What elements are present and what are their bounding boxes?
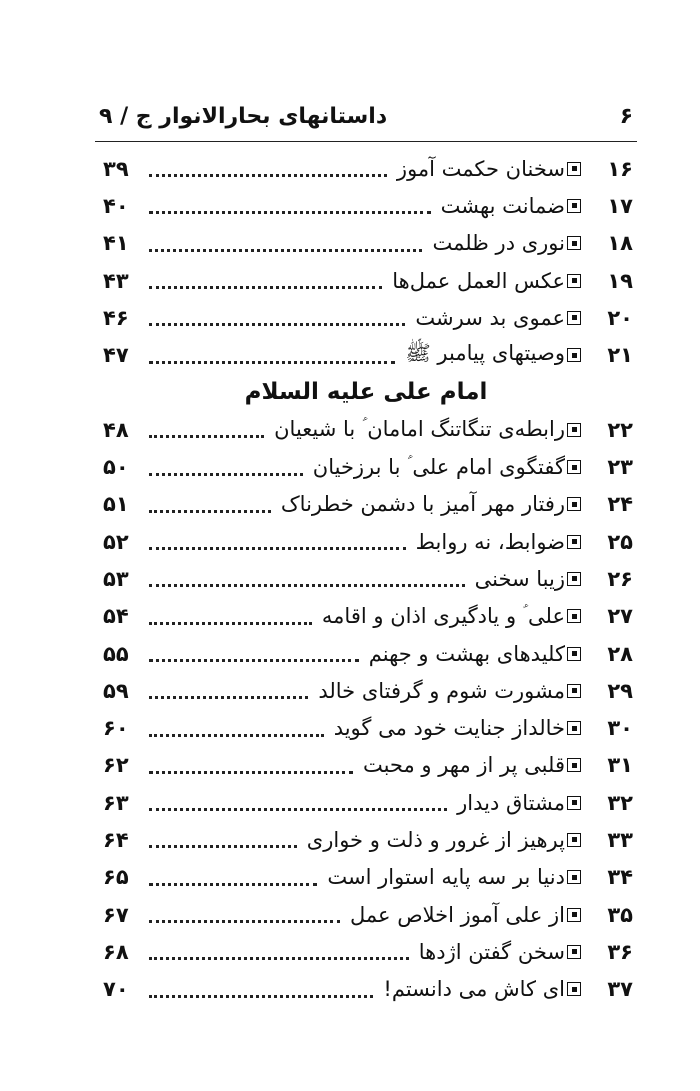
dot-leader (149, 645, 359, 662)
dot-leader (149, 533, 406, 550)
square-bullet-icon (567, 423, 581, 437)
dot-leader (149, 570, 465, 587)
entry-page: ۷۰ (103, 977, 129, 1002)
toc-entry[interactable] (95, 150, 637, 187)
entry-title: مشتاق دیدار (457, 790, 565, 815)
entry-number: ۲۵ (607, 529, 633, 554)
dot-leader (149, 459, 303, 476)
dot-leader (149, 496, 271, 513)
square-bullet-icon (567, 758, 581, 772)
entry-page: ۵۵ (103, 641, 129, 666)
toc-entry[interactable] (95, 598, 637, 635)
entry-page: ۴۱ (103, 231, 129, 256)
toc-entry[interactable] (95, 709, 637, 746)
entry-page: ۶۷ (103, 902, 129, 927)
entry-title: نوری در ظلمت (432, 231, 565, 256)
entry-page: ۶۵ (103, 865, 129, 890)
entry-page: ۶۸ (103, 939, 129, 964)
dot-leader (149, 197, 431, 214)
page-number: ۶ (619, 104, 633, 129)
square-bullet-icon (567, 796, 581, 810)
entry-number: ۲۶ (607, 566, 633, 591)
dot-leader (149, 831, 297, 848)
toc-entry[interactable] (95, 672, 637, 709)
square-bullet-icon (567, 833, 581, 847)
entry-title: رابطه‌ی تنگاتنگ امامان ؑ با شیعیان (274, 417, 565, 442)
entry-title: ضمانت بهشت (440, 193, 565, 218)
entry-page: ۵۴ (103, 604, 129, 629)
entry-title: علی ؑ و یادگیری اذان و اقامه (321, 603, 565, 628)
toc-entry[interactable] (95, 299, 637, 336)
square-bullet-icon (567, 348, 581, 362)
square-bullet-icon (567, 162, 581, 176)
entry-page: ۵۲ (103, 529, 129, 554)
dot-leader (149, 160, 387, 177)
entry-number: ۲۱ (607, 343, 633, 368)
entry-number: ۳۰ (607, 716, 633, 741)
square-bullet-icon (567, 684, 581, 698)
entry-title: کلیدهای بهشت و جهنم (368, 641, 565, 666)
square-bullet-icon (567, 274, 581, 288)
entry-title: قلبی پر از مهر و محبت (362, 753, 565, 778)
toc-entry[interactable] (95, 486, 637, 523)
toc-entry[interactable] (95, 896, 637, 933)
square-bullet-icon (567, 908, 581, 922)
entry-page: ۵۳ (103, 566, 129, 591)
square-bullet-icon (567, 721, 581, 735)
dot-leader (149, 682, 308, 699)
entry-number: ۲۰ (607, 305, 633, 330)
entry-number: ۱۷ (607, 193, 633, 218)
toc-entry[interactable] (95, 523, 637, 560)
entry-page: ۵۹ (103, 678, 129, 703)
dot-leader (149, 421, 264, 438)
toc-entry[interactable] (95, 933, 637, 970)
toc-entry[interactable] (95, 971, 637, 1008)
entry-page: ۶۳ (103, 790, 129, 815)
toc-entry[interactable] (95, 635, 637, 672)
square-bullet-icon (567, 497, 581, 511)
toc-entry[interactable] (95, 336, 637, 373)
entry-title: سخن گفتن اژدها (418, 939, 565, 964)
entry-page: ۴۶ (103, 305, 129, 330)
toc-entry[interactable] (95, 784, 637, 821)
entry-number: ۲۹ (607, 678, 633, 703)
entry-number: ۲۷ (607, 604, 633, 629)
entry-number: ۳۶ (607, 939, 633, 964)
entry-number: ۲۸ (607, 641, 633, 666)
dot-leader (149, 943, 409, 960)
entry-number: ۳۵ (607, 902, 633, 927)
entry-title: عکس العمل عمل‌ها (392, 268, 565, 293)
entry-title: زیبا سخنی (474, 566, 565, 591)
toc-entry[interactable] (95, 448, 637, 485)
square-bullet-icon (567, 236, 581, 250)
entry-page: ۵۰ (103, 455, 129, 480)
dot-leader (149, 347, 395, 364)
entry-number: ۳۳ (607, 827, 633, 852)
square-bullet-icon (567, 535, 581, 549)
square-bullet-icon (567, 982, 581, 996)
entry-title: عموی بد سرشت (415, 305, 565, 330)
toc-entry[interactable] (95, 747, 637, 784)
toc-entry[interactable] (95, 859, 637, 896)
dot-leader (149, 869, 317, 886)
entry-page: ۴۸ (103, 417, 129, 442)
dot-leader (149, 309, 405, 326)
entry-title: سخنان حکمت آموز (396, 156, 565, 181)
toc-entry[interactable] (95, 560, 637, 597)
entry-title: از علی آموز اخلاص عمل (349, 902, 565, 927)
dot-leader (149, 235, 422, 252)
table-of-contents (95, 150, 637, 1008)
toc-entry[interactable] (95, 262, 637, 299)
entry-number: ۳۷ (607, 977, 633, 1002)
entry-title: پرهیز از غرور و ذلت و خواری (306, 827, 565, 852)
entry-number: ۳۱ (607, 753, 633, 778)
header-rule (95, 141, 637, 142)
entry-page: ۶۴ (103, 827, 129, 852)
square-bullet-icon (567, 572, 581, 586)
square-bullet-icon (567, 609, 581, 623)
entry-page: ۴۳ (103, 268, 129, 293)
dot-leader (149, 906, 340, 923)
entry-title: مشورت شوم و گرفتای خالد (318, 678, 565, 703)
entry-title: دنیا بر سه پایه استوار است (327, 865, 565, 890)
entry-number: ۱۶ (607, 156, 633, 181)
square-bullet-icon (567, 311, 581, 325)
entry-title: ضوابط، نه روابط (415, 529, 565, 554)
entry-page: ۴۰ (103, 193, 129, 218)
entry-title: خالداز جنایت خود می گوید (333, 716, 565, 741)
entry-number: ۳۲ (607, 790, 633, 815)
book-title: داستانهای بحارالانوار ج / ۹ (99, 104, 388, 129)
entry-title: ای کاش می دانستم! (383, 977, 565, 1002)
entry-page: ۳۹ (103, 156, 129, 181)
square-bullet-icon (567, 647, 581, 661)
entry-title: وصیتهای پیامبر ﷺ (405, 340, 565, 365)
entry-page: ۵۱ (103, 492, 129, 517)
running-header (95, 102, 637, 136)
entry-title: گفتگوی امام علی ؑ با برزخیان (312, 454, 565, 479)
toc-entry[interactable] (95, 821, 637, 858)
entry-page: ۶۲ (103, 753, 129, 778)
dot-leader (149, 981, 373, 998)
entry-number: ۲۲ (607, 417, 633, 442)
dot-leader (149, 794, 447, 811)
entry-page: ۶۰ (103, 716, 129, 741)
dot-leader (149, 757, 353, 774)
entry-page: ۴۷ (103, 343, 129, 368)
dot-leader (149, 608, 312, 625)
dot-leader (149, 272, 382, 289)
entry-number: ۱۸ (607, 231, 633, 256)
square-bullet-icon (567, 870, 581, 884)
toc-entry[interactable] (95, 411, 637, 448)
square-bullet-icon (567, 199, 581, 213)
entry-number: ۲۴ (607, 492, 633, 517)
section-heading: امام علی عليه السلام (244, 379, 488, 406)
entry-title: رفتار مهر آمیز با دشمن خطرناک (280, 492, 565, 517)
square-bullet-icon (567, 460, 581, 474)
entry-number: ۳۴ (607, 865, 633, 890)
toc-entry[interactable] (95, 225, 637, 262)
toc-entry[interactable] (95, 187, 637, 224)
entry-number: ۱۹ (607, 268, 633, 293)
entry-number: ۲۳ (607, 455, 633, 480)
dot-leader (149, 720, 324, 737)
square-bullet-icon (567, 945, 581, 959)
